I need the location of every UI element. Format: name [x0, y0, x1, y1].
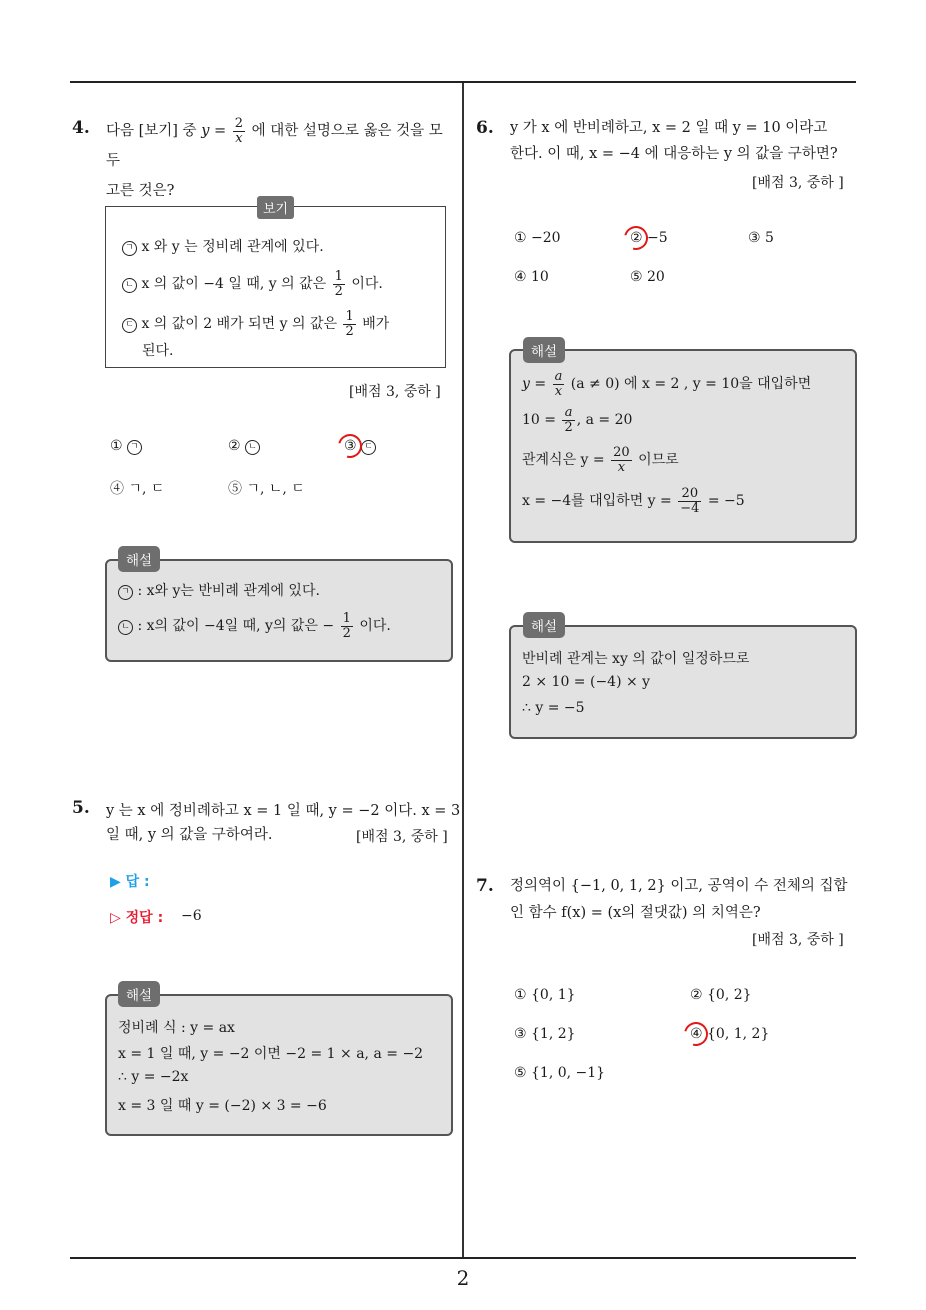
- q5-answer-label: ▶ 답 :: [110, 874, 150, 890]
- q7-choice-1[interactable]: ① {0, 1}: [514, 987, 576, 1003]
- q4-choice-1[interactable]: ① ㄱ: [110, 438, 142, 455]
- q4-choice-2[interactable]: ② ㄴ: [228, 438, 260, 455]
- q5-correct-label: ▷ 정답 :: [110, 910, 164, 926]
- q6-solution2-line-2: 2 × 10 = (−4) × y: [522, 674, 651, 690]
- q6-answer-mark: [620, 222, 653, 255]
- q7-choice-5[interactable]: ⑤ {1, 0, −1}: [514, 1065, 606, 1081]
- q6-choice-1[interactable]: ① −20: [514, 230, 561, 246]
- bottom-rule: [70, 1257, 856, 1259]
- q4-example-item-1: ㄱ x 와 y 는 정비례 관계에 있다.: [122, 234, 324, 260]
- q5-solution-line-3: ∴ y = −2x: [118, 1069, 189, 1085]
- q4-text-c: 고른 것은?: [106, 183, 175, 199]
- q6-choice-4[interactable]: ④ 10: [514, 269, 549, 285]
- q7-answer-mark: [680, 1018, 713, 1051]
- q4-solution-box: [105, 559, 453, 662]
- q5-line-1: y 는 x 에 정비례하고 x = 1 일 때, y = −2 이다. x = 3: [106, 803, 461, 819]
- q7-line-2: 인 함수 f(x) = (x의 절댓값) 의 치역은?: [510, 905, 761, 921]
- q5-line-2: 일 때, y 의 값을 구하여라.: [106, 827, 273, 843]
- q6-number: 6.: [476, 118, 494, 138]
- q7-choice-3[interactable]: ③ {1, 2}: [514, 1026, 576, 1042]
- q7-number: 7.: [476, 876, 494, 896]
- q4-choice-3[interactable]: ③ ㄷ: [344, 438, 376, 455]
- q5-solution-line-2: x = 1 일 때, y = −2 이면 −2 = 1 × a, a = −2: [118, 1046, 424, 1062]
- q4-choice-5[interactable]: ⑤ ㄱ, ㄴ, ㄷ: [228, 481, 305, 497]
- q6-solution-tag-1: 해설: [523, 337, 565, 363]
- q5-solution-tag: 해설: [118, 981, 160, 1007]
- q4-choice-4[interactable]: ④ ㄱ, ㄷ: [110, 481, 165, 497]
- q4-answer-mark: [334, 430, 367, 463]
- q6-choice-3[interactable]: ③ 5: [748, 230, 774, 246]
- q7-line-1: 정의역이 {−1, 0, 1, 2} 이고, 공역이 수 전체의 집합: [510, 878, 848, 894]
- q4-example-tag: 보기: [257, 196, 294, 219]
- q6-solution1-line-1: y = $\frac{a}{x}$ (a ≠ 0) 에 x = 2 , y = 10을 대입하면: [522, 369, 812, 399]
- q6-solution1-line-3: 관계식은 y = $\frac{20}{x}$ 이므로: [522, 445, 679, 475]
- q4-example-item-3-cont: 된다.: [142, 343, 174, 359]
- q7-choice-2[interactable]: ② {0, 2}: [690, 987, 752, 1003]
- q4-formula-fraction: $\frac{2}{x}$: [234, 115, 244, 146]
- q6-score: [배점 3, 중하 ]: [752, 175, 844, 191]
- q7-choice-4[interactable]: ④ {0, 1, 2}: [690, 1026, 770, 1042]
- q6-solution2-line-1: 반비례 관계는 xy 의 값이 일정하므로: [522, 651, 750, 667]
- q4-solution-tag: 해설: [118, 546, 160, 572]
- page-number: 2: [456, 1266, 470, 1290]
- q4-text-b: 에 대한 설명으로 옳은 것을 모두: [106, 123, 443, 169]
- q4-item2-mark: ㄴ: [122, 278, 137, 293]
- q5-number: 5.: [72, 798, 90, 818]
- q6-solution2-line-3: ∴ y = −5: [522, 700, 585, 716]
- q4-solution-line-2: ㄴ : x의 값이 −4일 때, y의 값은 − $\frac{1}{2}$ 이다.: [118, 612, 391, 640]
- q6-choice-5[interactable]: ⑤ 20: [630, 269, 665, 285]
- q7-score: [배점 3, 중하 ]: [752, 932, 844, 948]
- q4-solution-line-1: ㄱ : x와 y는 반비례 관계에 있다.: [118, 580, 320, 600]
- q5-correct-value: −6: [181, 908, 202, 924]
- q4-score: [배점 3, 중하 ]: [349, 384, 441, 400]
- q5-solution-line-4: x = 3 일 때 y = (−2) × 3 = −6: [118, 1098, 327, 1114]
- q4-text-a: 다음 [보기] 중: [106, 123, 197, 139]
- q5-score: [배점 3, 중하 ]: [356, 829, 448, 845]
- q4-example-item-3: ㄷ x 의 값이 2 배가 되면 y 의 값은 $\frac{1}{2}$ 배가: [122, 310, 389, 338]
- q6-solution-tag-2: 해설: [523, 612, 565, 638]
- column-divider: [462, 83, 464, 1257]
- q4-example-item-2: ㄴ x 의 값이 −4 일 때, y 의 값은 $\frac{1}{2}$ 이다.: [122, 270, 383, 298]
- q6-line-1: y 가 x 에 반비례하고, x = 2 일 때 y = 10 이라고: [510, 120, 828, 136]
- q4-question: 다음 [보기] 중 y = $\frac{2}{x}$ 에 대한 설명으로 옳은 것을 모두 고른 것은?: [106, 115, 443, 199]
- q5-solution-line-1: 정비례 식 : y = ax: [118, 1020, 235, 1036]
- q4-number: 4.: [72, 118, 90, 138]
- q6-line-2: 한다. 이 때, x = −4 에 대응하는 y 의 값을 구하면?: [510, 146, 838, 162]
- q4-item1-mark: ㄱ: [122, 241, 137, 256]
- q4-item3-mark: ㄷ: [122, 318, 137, 333]
- q6-choice-2[interactable]: ② −5: [630, 230, 668, 246]
- q6-solution1-line-4: x = −4를 대입하면 y = $\frac{20}{-4}$ = −5: [522, 486, 745, 516]
- q6-solution1-line-2: 10 = $\frac{a}{2}$ , a = 20: [522, 405, 633, 435]
